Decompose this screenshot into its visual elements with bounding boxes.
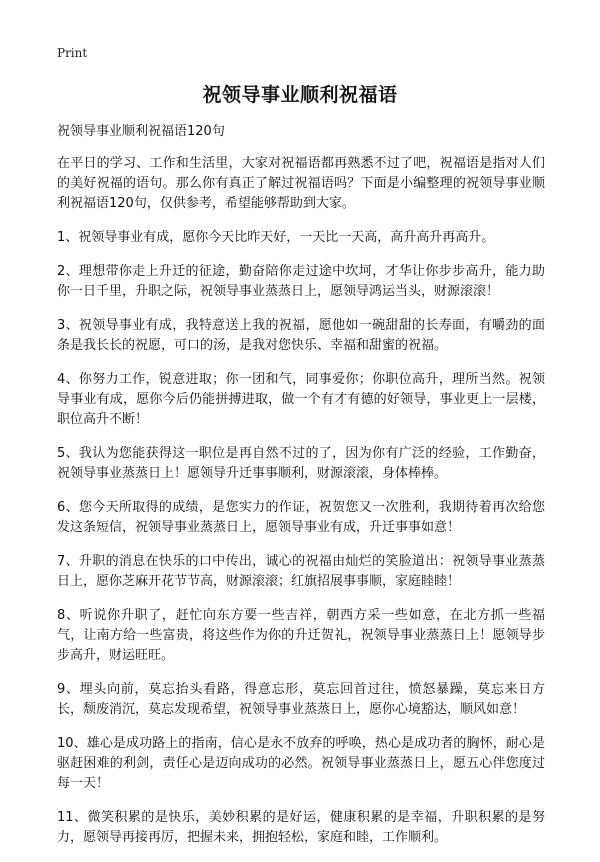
article-subtitle: 祝领导事业顺利祝福语120句	[57, 124, 225, 139]
list-item: 7、升职的消息在快乐的口中传出，诚心的祝福由灿烂的笑脸道出：祝领导事业蒸蒸日上，愿你芝麻开花节节高，财源滚滚；红旗招展事事顺，家庭睦睦！	[57, 554, 545, 589]
print-link[interactable]: Print	[57, 46, 88, 60]
blessing-list	[57, 228, 545, 848]
list-item: 1、祝领导事业有成，愿你今天比昨天好，一天比一天高，高升高升再高升。	[57, 230, 495, 245]
page-title: 祝领导事业顺利祝福语	[202, 84, 398, 106]
list-item: 8、听说你升职了，赶忙向东方要一些吉祥，朝西方采一些如意，在北方抓一些福气，让南方给一些富贵，将这些作为你的升迁贺礼，祝领导事业蒸蒸日上！愿领导步步高升，财运旺旺。	[57, 608, 545, 663]
article-body	[57, 122, 545, 862]
list-item: 10、雄心是成功路上的指南，信心是永不放弃的呼唤，热心是成功者的胸怀，耐心是驱赶困难的利剑，责任心是迈向成功的必然。祝领导事业蒸蒸日上，愿五心伴您度过每一天！	[57, 736, 545, 791]
list-item: 2、理想带你走上升迁的征途，勤奋陪你走过途中坎坷，才华让你步步高升，能力助你一日千里，升职之际，祝领导事业蒸蒸日上，愿领导鸿运当头，财源滚滚！	[57, 264, 545, 299]
list-item: 11、微笑积累的是快乐，美妙积累的是好运，健康积累的是幸福，升职积累的是努力，愿领导再接再厉，把握未来，拥抱轻松，家庭和睦，工作顺利。	[57, 810, 545, 845]
intro-paragraph: 在平日的学习、工作和生活里，大家对祝福语都再熟悉不过了吧，祝福语是指对人们的美好祝福的语句。那么你有真正了解过祝福语吗？下面是小编整理的祝领导事业顺利祝福语120句，仅供参考，希望能够帮助到大家。	[57, 156, 545, 211]
list-item: 6、您今天所取得的成绩，是您实力的作证，祝贺您又一次胜利，我期待着再次给您发这条短信，祝领导事业蒸蒸日上，愿领导事业有成，升迁事事如意！	[57, 500, 545, 535]
list-item: 9、埋头向前，莫忘抬头看路，得意忘形，莫忘回首过往，愤怒暴躁，莫忘来日方长，颓废消沉，莫忘发现希望，祝领导事业蒸蒸日上，愿你心境豁达，顺风如意！	[57, 682, 545, 717]
list-item: 3、祝领导事业有成，我特意送上我的祝福，愿他如一碗甜甜的长寿面，有嚼劲的面条是我长长的祝愿，可口的汤，是我对您快乐、幸福和甜蜜的祝福。	[57, 318, 545, 353]
list-item: 4、你努力工作，锐意进取；你一团和气，同事爱你；你职位高升，理所当然。祝领导事业有成，愿你今后仍能拼搏进取，做一个有才有德的好领导，事业更上一层楼，职位高升不断！	[57, 372, 545, 427]
list-item: 5、我认为您能获得这一职位是再自然不过的了，因为你有广泛的经验，工作勤奋，祝领导事业蒸蒸日上！愿领导升迁事事顺利，财源滚滚，身体棒棒。	[57, 446, 545, 481]
